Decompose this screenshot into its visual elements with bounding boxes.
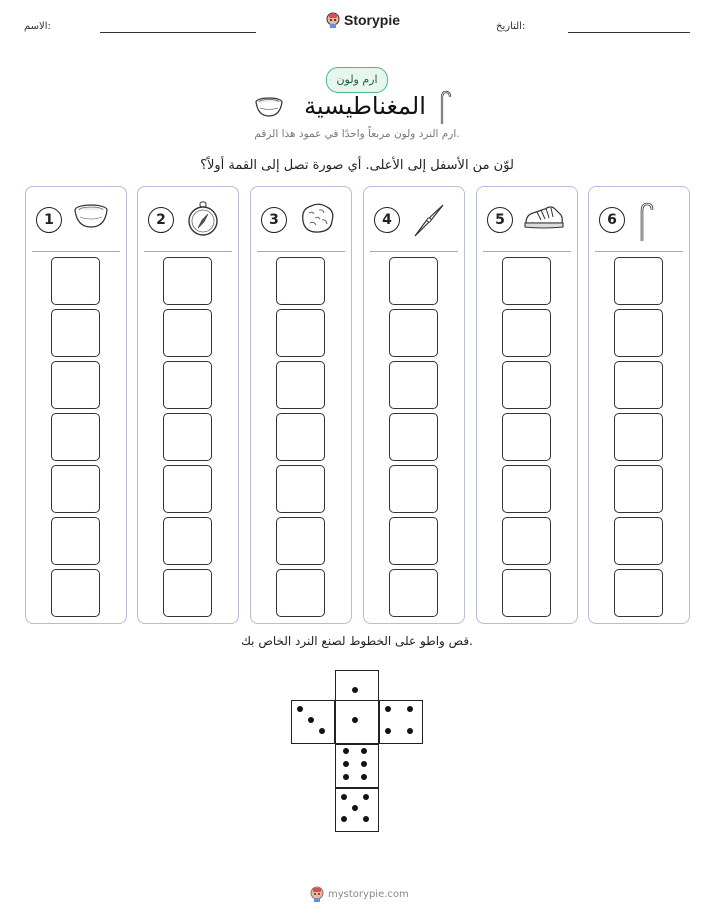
bowl-icon bbox=[72, 201, 110, 235]
color-box[interactable] bbox=[389, 309, 438, 357]
coloring-instruction: لوّن من الأسفل إلى الأعلى. أي صورة تصل إلى القمة أولاً؟ bbox=[200, 158, 514, 173]
color-box[interactable] bbox=[614, 465, 663, 513]
column-number: 5 bbox=[487, 207, 513, 233]
column-header bbox=[589, 187, 689, 249]
dice-pip bbox=[363, 794, 369, 800]
column-header bbox=[26, 187, 126, 249]
color-box[interactable] bbox=[389, 413, 438, 461]
dice-face-1 bbox=[335, 700, 379, 744]
dice-pip bbox=[343, 761, 349, 767]
color-box[interactable] bbox=[614, 413, 663, 461]
color-box[interactable] bbox=[276, 569, 325, 617]
dice-face-6 bbox=[335, 744, 379, 788]
dice-face-5 bbox=[335, 788, 379, 832]
column-header bbox=[477, 187, 577, 249]
color-box[interactable] bbox=[276, 257, 325, 305]
dice-pip bbox=[352, 717, 358, 723]
dice-pip bbox=[385, 706, 391, 712]
color-box[interactable] bbox=[389, 465, 438, 513]
dice-pip bbox=[361, 748, 367, 754]
dice-face-4 bbox=[379, 700, 423, 744]
brand-name: Storypie bbox=[344, 12, 401, 28]
column-6 bbox=[588, 186, 690, 624]
dice-pip bbox=[343, 774, 349, 780]
date-line[interactable] bbox=[568, 32, 690, 33]
column-header bbox=[138, 187, 238, 249]
column-divider bbox=[32, 251, 120, 252]
column-number: 6 bbox=[599, 207, 625, 233]
dice-pip bbox=[341, 794, 347, 800]
name-line[interactable] bbox=[100, 32, 256, 33]
column-1 bbox=[25, 186, 127, 624]
column-header bbox=[251, 187, 351, 249]
column-divider bbox=[144, 251, 232, 252]
color-box[interactable] bbox=[502, 257, 551, 305]
name-label: الاسم: bbox=[24, 21, 51, 32]
color-box[interactable] bbox=[51, 413, 100, 461]
rock-icon bbox=[297, 201, 337, 239]
bowl-icon bbox=[254, 96, 284, 120]
color-box[interactable] bbox=[163, 569, 212, 617]
dice-pip bbox=[363, 816, 369, 822]
color-box[interactable] bbox=[389, 257, 438, 305]
dice-pip bbox=[297, 706, 303, 712]
dice-pip bbox=[361, 761, 367, 767]
dice-pip bbox=[407, 728, 413, 734]
compass-icon bbox=[184, 201, 222, 241]
color-box[interactable] bbox=[276, 309, 325, 357]
color-box[interactable] bbox=[51, 569, 100, 617]
color-box[interactable] bbox=[502, 465, 551, 513]
column-4 bbox=[363, 186, 465, 624]
color-box[interactable] bbox=[276, 517, 325, 565]
column-number: 1 bbox=[36, 207, 62, 233]
column-divider bbox=[595, 251, 683, 252]
column-number: 2 bbox=[148, 207, 174, 233]
dice-pip bbox=[341, 816, 347, 822]
color-box[interactable] bbox=[614, 517, 663, 565]
footer bbox=[310, 886, 409, 902]
dice-pip bbox=[361, 774, 367, 780]
color-box[interactable] bbox=[614, 361, 663, 409]
color-box[interactable] bbox=[614, 257, 663, 305]
color-box[interactable] bbox=[276, 465, 325, 513]
color-box[interactable] bbox=[51, 465, 100, 513]
date-label: التاريخ: bbox=[496, 21, 526, 32]
column-divider bbox=[370, 251, 458, 252]
needle-icon bbox=[410, 201, 448, 243]
dice-pip bbox=[343, 748, 349, 754]
cut-instruction: قص واطو على الخطوط لصنع النرد الخاص بك. bbox=[241, 634, 473, 648]
color-box[interactable] bbox=[163, 413, 212, 461]
color-box[interactable] bbox=[389, 569, 438, 617]
column-divider bbox=[257, 251, 345, 252]
dice-pip bbox=[385, 728, 391, 734]
column-divider bbox=[483, 251, 571, 252]
color-box[interactable] bbox=[389, 361, 438, 409]
cane-icon bbox=[436, 90, 452, 126]
dice-pip bbox=[319, 728, 325, 734]
page-title: المغناطيسية bbox=[304, 92, 426, 120]
storypie-mascot-icon bbox=[326, 12, 340, 28]
color-box[interactable] bbox=[163, 361, 212, 409]
footer-url[interactable]: mystorypie.com bbox=[328, 888, 409, 900]
dice-pip bbox=[352, 805, 358, 811]
color-box[interactable] bbox=[614, 309, 663, 357]
color-box[interactable] bbox=[51, 361, 100, 409]
dice-pip bbox=[308, 717, 314, 723]
column-number: 3 bbox=[261, 207, 287, 233]
color-box[interactable] bbox=[276, 361, 325, 409]
shoe-icon bbox=[523, 201, 565, 235]
color-box[interactable] bbox=[502, 413, 551, 461]
color-box[interactable] bbox=[163, 517, 212, 565]
dice-pip bbox=[407, 706, 413, 712]
dice-pip bbox=[352, 687, 358, 693]
dice-face-3 bbox=[291, 700, 335, 744]
column-5 bbox=[476, 186, 578, 624]
color-box[interactable] bbox=[502, 569, 551, 617]
color-box[interactable] bbox=[389, 517, 438, 565]
color-box[interactable] bbox=[163, 257, 212, 305]
activity-badge: ارم ولون bbox=[326, 67, 388, 93]
page-subtitle: ارم النرد ولون مربعاً واحدًا في عمود هذا الرقم. bbox=[254, 128, 460, 140]
color-box[interactable] bbox=[51, 517, 100, 565]
color-box[interactable] bbox=[51, 257, 100, 305]
column-header bbox=[364, 187, 464, 249]
color-box[interactable] bbox=[163, 309, 212, 357]
color-box[interactable] bbox=[614, 569, 663, 617]
color-box[interactable] bbox=[502, 361, 551, 409]
column-number: 4 bbox=[374, 207, 400, 233]
column-2 bbox=[137, 186, 239, 624]
color-box[interactable] bbox=[502, 309, 551, 357]
color-box[interactable] bbox=[276, 413, 325, 461]
storypie-mascot-icon bbox=[310, 886, 324, 902]
color-box[interactable] bbox=[51, 309, 100, 357]
brand-logo bbox=[326, 12, 400, 28]
color-box[interactable] bbox=[163, 465, 212, 513]
cane-icon bbox=[635, 201, 655, 247]
column-3 bbox=[250, 186, 352, 624]
color-box[interactable] bbox=[502, 517, 551, 565]
